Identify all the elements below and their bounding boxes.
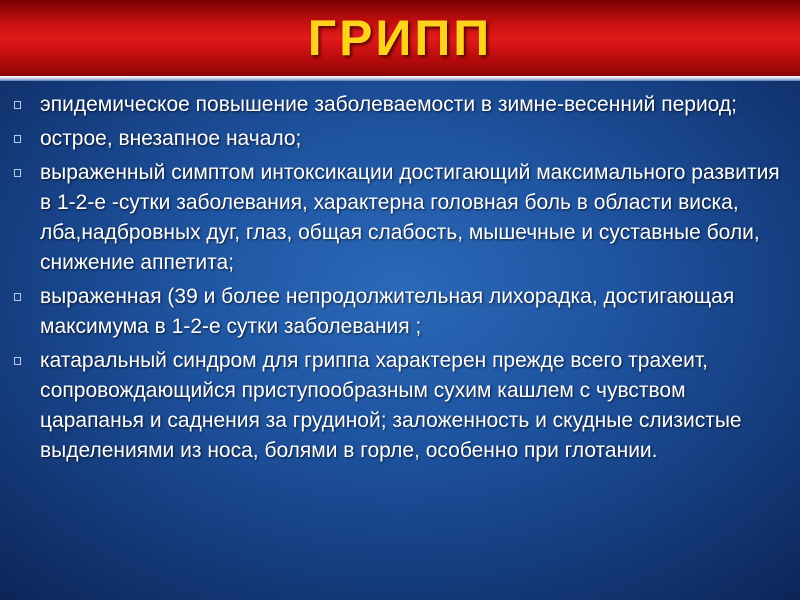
slide-title: ГРИПП <box>307 10 493 66</box>
bullet-item <box>14 90 790 120</box>
bullet-marker-icon <box>14 101 21 109</box>
bullet-list <box>14 90 790 470</box>
bullet-marker-icon <box>14 169 21 177</box>
bullet-text: острое, внезапное начало; <box>40 127 302 150</box>
bullet-text: катаральный синдром для гриппа характерен прежде всего трахеит, сопровождающийся приступообразным сухим кашлем с чувством царапанья и саднения за грудиной; заложенность и скудные слизистые выделениями из носа, болями в горле, особенно при глотании. <box>40 349 742 462</box>
bullet-text: выраженный симптом интоксикации достигающий максимального развития в 1-2-е -сутки заболевания, характерна головная боль в области виска, лба,надбровных дуг, глаз, общая слабость, мышечные и суставные боли, снижение аппетита; <box>40 161 780 274</box>
bullet-marker-icon <box>14 135 21 143</box>
bullet-marker-icon <box>14 293 21 301</box>
bullet-text: выраженная (39 и более непродолжительная лихорадка, достигающая максимума в 1-2-е сутки заболевания ; <box>40 285 735 338</box>
bullet-item <box>14 282 790 342</box>
title-divider <box>0 76 800 81</box>
title-bar <box>0 0 800 76</box>
bullet-item <box>14 346 790 466</box>
bullet-item <box>14 158 790 278</box>
bullet-item <box>14 124 790 154</box>
bullet-text: эпидемическое повышение заболеваемости в зимне-весенний период; <box>40 93 737 116</box>
bullet-marker-icon <box>14 357 21 365</box>
